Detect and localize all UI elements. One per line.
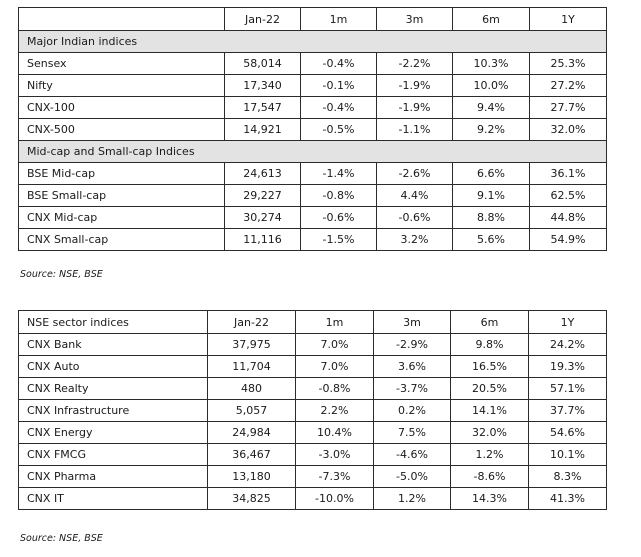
value-cell: -0.5% (301, 119, 377, 141)
section-header-row (19, 141, 607, 163)
value-cell: -1.9% (377, 75, 453, 97)
table-row (19, 75, 607, 97)
value-cell: 27.7% (530, 97, 607, 119)
value-cell: 9.1% (453, 185, 530, 207)
value-cell: 14,921 (225, 119, 301, 141)
index-name: CNX FMCG (19, 444, 208, 466)
table-row (19, 334, 607, 356)
value-cell: 58,014 (225, 53, 301, 75)
table-row (19, 378, 607, 400)
value-cell: 5.6% (453, 229, 530, 251)
table-row (19, 119, 607, 141)
table-row (19, 53, 607, 75)
value-cell: 36.1% (530, 163, 607, 185)
index-name: CNX Infrastructure (19, 400, 208, 422)
header-cell: 1Y (530, 8, 607, 31)
value-cell: -5.0% (374, 466, 451, 488)
index-name: CNX Auto (19, 356, 208, 378)
value-cell: -0.8% (301, 185, 377, 207)
index-name: CNX Pharma (19, 466, 208, 488)
value-cell: 3.6% (374, 356, 451, 378)
index-name: CNX Energy (19, 422, 208, 444)
value-cell: 32.0% (530, 119, 607, 141)
index-name: CNX Realty (19, 378, 208, 400)
value-cell: 4.4% (377, 185, 453, 207)
value-cell: -0.6% (301, 207, 377, 229)
value-cell: 11,704 (208, 356, 296, 378)
header-cell: 3m (374, 311, 451, 334)
value-cell: 11,116 (225, 229, 301, 251)
value-cell: -4.6% (374, 444, 451, 466)
index-name: Sensex (19, 53, 225, 75)
value-cell: 37.7% (529, 400, 607, 422)
table-row (19, 400, 607, 422)
value-cell: 10.1% (529, 444, 607, 466)
value-cell: 36,467 (208, 444, 296, 466)
value-cell: 6.6% (453, 163, 530, 185)
header-cell: 3m (377, 8, 453, 31)
header-cell: 6m (451, 311, 529, 334)
value-cell: -3.0% (296, 444, 374, 466)
value-cell: 57.1% (529, 378, 607, 400)
value-cell: 24,984 (208, 422, 296, 444)
value-cell: 8.8% (453, 207, 530, 229)
value-cell: 41.3% (529, 488, 607, 510)
value-cell: 13,180 (208, 466, 296, 488)
table-row (19, 229, 607, 251)
value-cell: -3.7% (374, 378, 451, 400)
value-cell: 20.5% (451, 378, 529, 400)
value-cell: 9.8% (451, 334, 529, 356)
header-cell: Jan-22 (208, 311, 296, 334)
index-name: CNX Mid-cap (19, 207, 225, 229)
value-cell: 480 (208, 378, 296, 400)
value-cell: 19.3% (529, 356, 607, 378)
header-cell: 1m (301, 8, 377, 31)
header-cell: 6m (453, 8, 530, 31)
value-cell: 37,975 (208, 334, 296, 356)
header-cell: 1Y (529, 311, 607, 334)
header-cell: NSE sector indices (19, 311, 208, 334)
value-cell: 9.2% (453, 119, 530, 141)
value-cell: 24.2% (529, 334, 607, 356)
value-cell: 29,227 (225, 185, 301, 207)
value-cell: -0.4% (301, 53, 377, 75)
value-cell: -7.3% (296, 466, 374, 488)
section-title: Major Indian indices (19, 31, 607, 53)
source-note: Source: NSE, BSE (20, 533, 103, 544)
value-cell: 17,547 (225, 97, 301, 119)
value-cell: -0.6% (377, 207, 453, 229)
table-row (19, 185, 607, 207)
table-row (19, 422, 607, 444)
value-cell: 17,340 (225, 75, 301, 97)
table-row (19, 163, 607, 185)
sector-indices-table (18, 310, 607, 510)
value-cell: 10.0% (453, 75, 530, 97)
value-cell: -1.5% (301, 229, 377, 251)
value-cell: 34,825 (208, 488, 296, 510)
value-cell: 8.3% (529, 466, 607, 488)
value-cell: -1.9% (377, 97, 453, 119)
table-row (19, 444, 607, 466)
index-name: BSE Mid-cap (19, 163, 225, 185)
table-row (19, 97, 607, 119)
value-cell: 24,613 (225, 163, 301, 185)
index-name: BSE Small-cap (19, 185, 225, 207)
value-cell: 10.3% (453, 53, 530, 75)
index-name: CNX Bank (19, 334, 208, 356)
index-name: CNX Small-cap (19, 229, 225, 251)
value-cell: 1.2% (374, 488, 451, 510)
value-cell: 9.4% (453, 97, 530, 119)
value-cell: 0.2% (374, 400, 451, 422)
table-header-row (19, 311, 607, 334)
value-cell: 14.1% (451, 400, 529, 422)
value-cell: 14.3% (451, 488, 529, 510)
value-cell: -1.4% (301, 163, 377, 185)
value-cell: 7.0% (296, 334, 374, 356)
header-cell (19, 8, 225, 31)
table-row (19, 207, 607, 229)
value-cell: -2.9% (374, 334, 451, 356)
value-cell: 25.3% (530, 53, 607, 75)
value-cell: -2.6% (377, 163, 453, 185)
value-cell: -8.6% (451, 466, 529, 488)
value-cell: -2.2% (377, 53, 453, 75)
value-cell: 7.0% (296, 356, 374, 378)
value-cell: 10.4% (296, 422, 374, 444)
index-name: CNX-500 (19, 119, 225, 141)
value-cell: -10.0% (296, 488, 374, 510)
section-title: Mid-cap and Small-cap Indices (19, 141, 607, 163)
value-cell: 16.5% (451, 356, 529, 378)
index-name: CNX-100 (19, 97, 225, 119)
indices-table (18, 7, 607, 251)
value-cell: 62.5% (530, 185, 607, 207)
value-cell: 2.2% (296, 400, 374, 422)
section-header-row (19, 31, 607, 53)
table-row (19, 466, 607, 488)
table-header-row (19, 8, 607, 31)
value-cell: 32.0% (451, 422, 529, 444)
value-cell: -0.8% (296, 378, 374, 400)
header-cell: Jan-22 (225, 8, 301, 31)
value-cell: 54.6% (529, 422, 607, 444)
value-cell: 1.2% (451, 444, 529, 466)
value-cell: 5,057 (208, 400, 296, 422)
value-cell: -0.1% (301, 75, 377, 97)
table-row (19, 356, 607, 378)
value-cell: 3.2% (377, 229, 453, 251)
index-name: CNX IT (19, 488, 208, 510)
value-cell: 54.9% (530, 229, 607, 251)
value-cell: 30,274 (225, 207, 301, 229)
value-cell: 27.2% (530, 75, 607, 97)
table-row (19, 488, 607, 510)
value-cell: 7.5% (374, 422, 451, 444)
value-cell: -0.4% (301, 97, 377, 119)
header-cell: 1m (296, 311, 374, 334)
value-cell: -1.1% (377, 119, 453, 141)
value-cell: 44.8% (530, 207, 607, 229)
index-name: Nifty (19, 75, 225, 97)
source-note: Source: NSE, BSE (20, 269, 103, 280)
